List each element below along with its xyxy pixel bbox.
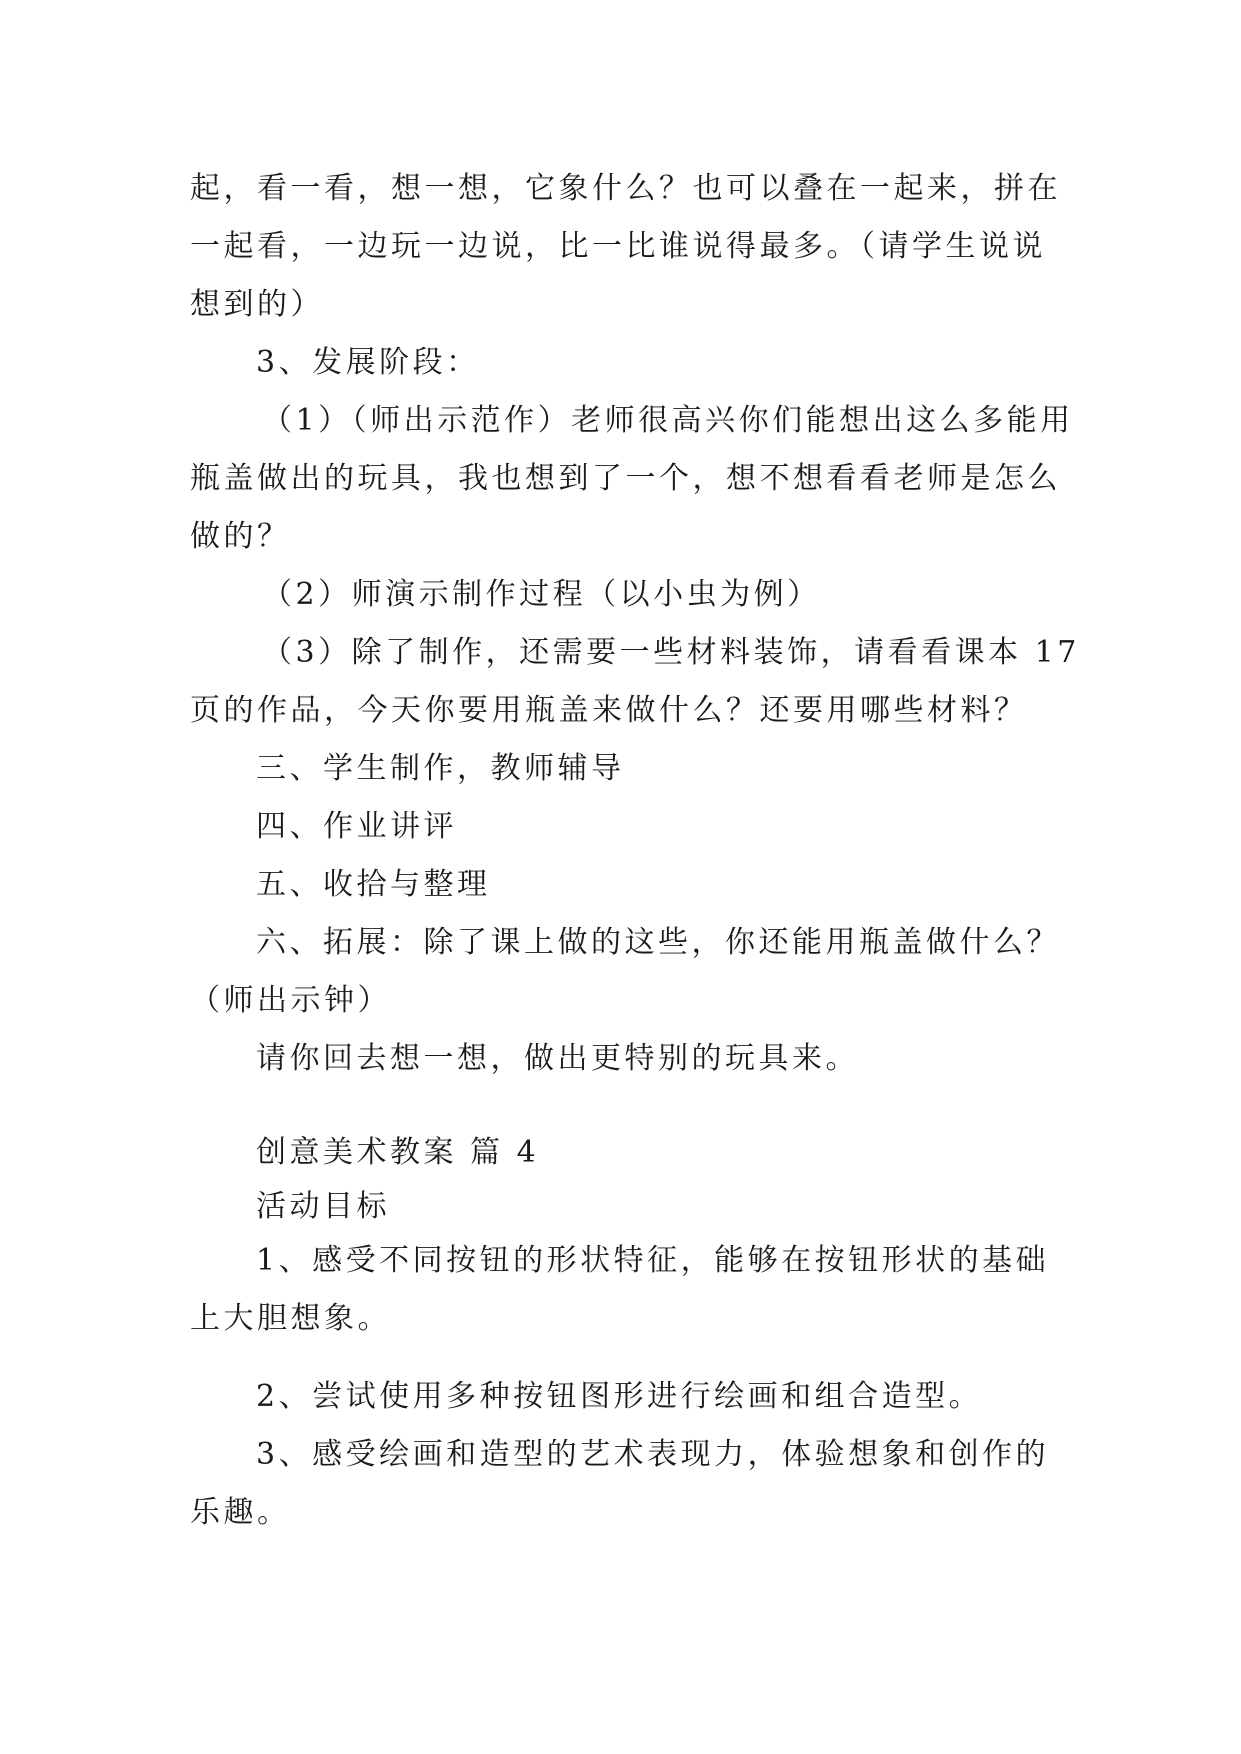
- section-heading: 六、拓展：除了课上做的这些，你还能用瓶盖做什么？: [256, 925, 1060, 960]
- paragraph-line: 做的？: [190, 519, 291, 554]
- paragraph-line: 1、感受不同按钮的形状特征，能够在按钮形状的基础: [256, 1243, 1050, 1278]
- section-heading: 五、收拾与整理: [256, 867, 491, 902]
- paragraph-line: 页的作品，今天你要用瓶盖来做什么？还要用哪些材料？: [190, 693, 1028, 728]
- paragraph-line: 起，看一看，想一想，它象什么？也可以叠在一起来，拼在: [190, 171, 1061, 206]
- document-body: [190, 160, 1080, 1542]
- section-heading: 四、作业讲评: [256, 809, 457, 844]
- paragraph-line: 上大胆想象。: [190, 1301, 391, 1336]
- section-heading: 活动目标: [256, 1189, 390, 1224]
- article-title: 创意美术教案 篇 4: [256, 1135, 540, 1170]
- paragraph-line: （2）师演示制作过程（以小虫为例）: [262, 577, 821, 612]
- paragraph-line: 一起看，一边玩一边说，比一比谁说得最多。（请学生说说: [190, 229, 1046, 264]
- paragraph-line: 请你回去想一想，做出更特别的玩具来。: [256, 1041, 859, 1076]
- paragraph-line: 瓶盖做出的玩具，我也想到了一个，想不想看看老师是怎么: [190, 461, 1061, 496]
- section-heading: 三、学生制作，教师辅导: [256, 751, 625, 786]
- paragraph-line: 2、尝试使用多种按钮图形进行绘画和组合造型。: [256, 1379, 983, 1414]
- paragraph-line: 3、感受绘画和造型的艺术表现力，体验想象和创作的: [256, 1437, 1050, 1472]
- section-heading: 3、发展阶段：: [256, 345, 480, 380]
- paragraph-line: 想到的）: [190, 287, 324, 322]
- paragraph-line: （3）除了制作，还需要一些材料装饰，请看看课本 17: [262, 635, 1080, 670]
- paragraph-line: （1）（师出示范作）老师很高兴你们能想出这么多能用: [262, 403, 1074, 438]
- paragraph-line: （师出示钟）: [190, 983, 391, 1018]
- paragraph-line: 乐趣。: [190, 1495, 291, 1530]
